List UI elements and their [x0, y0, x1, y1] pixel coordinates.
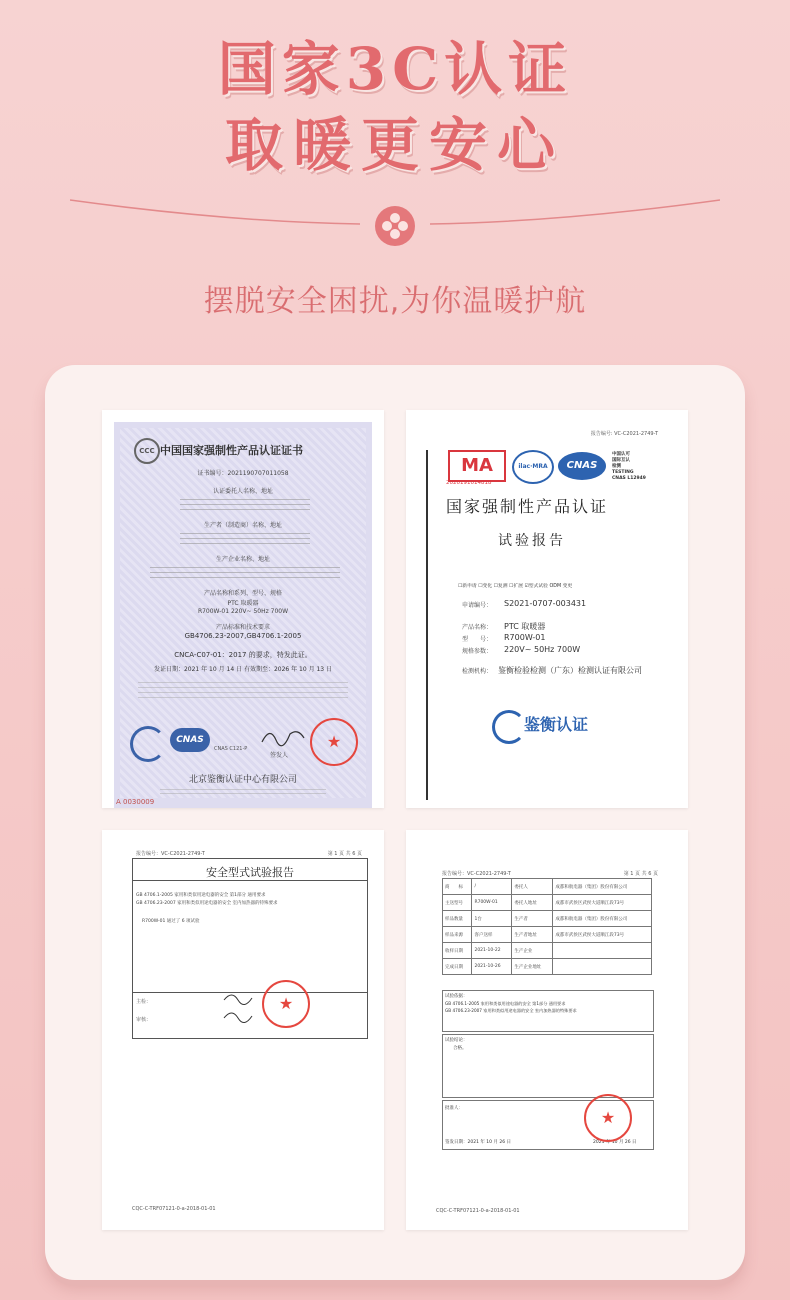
- cnas-accreditation: 中国认可 国际互认 检测 TESTING CNAS L12949: [612, 452, 646, 481]
- signer-label: 签发人: [270, 752, 289, 759]
- manufacturer-text: [180, 530, 310, 544]
- product-model: R700W-01 220V~ 50Hz 700W: [197, 608, 289, 615]
- model-label: 型 号：: [462, 636, 493, 643]
- inspector-label: 主检：: [136, 999, 152, 1005]
- application-type-checkboxes: ☐新申请 ☐变化 ☐复测 ☐扩展 ☑型式试验 ODM 变更: [458, 584, 573, 589]
- test-basis-1: GB 4706.1-2005 家用和类似用途电器的安全 第1部分 通用要求: [445, 1001, 566, 1006]
- conclusion-box: [442, 1034, 654, 1098]
- issue-date: 签发日期：2021 年 10 月 26 日: [445, 1140, 512, 1145]
- report-title: 国家强制性产品认证: [446, 497, 609, 516]
- application-number: S2021-0707-003431: [504, 599, 587, 608]
- issuer-name: 北京鉴衡认证中心有限公司: [188, 775, 297, 785]
- validity-dates: 发证日期：2021 年 10 月 14 日 有效期至：2026 年 10 月 13 日: [153, 666, 333, 673]
- report-number-top: 报告编号: VC-C2021-2749-T: [590, 431, 658, 437]
- certificate-number: 证书编号：2021190707011058: [197, 470, 289, 477]
- issuer-address: [160, 786, 326, 794]
- spec-label: 规格参数：: [462, 648, 493, 655]
- form-code: CQC-C-TRF07121-0-a-2018-01-01: [436, 1208, 520, 1214]
- conclusion: 合格。: [453, 1046, 467, 1051]
- sample-info-table: [442, 878, 652, 975]
- table-row: 主送型号 R700W-01 委托人地址 成都市武侯区武侯大道顺江段73号: [443, 895, 652, 911]
- safety-test-report: [102, 830, 384, 1230]
- red-seal: ★: [584, 1094, 632, 1142]
- product-label: 产品名称和系列、型号、规格: [203, 590, 282, 597]
- gc-logo: [130, 726, 166, 762]
- report-number: 报告编号：VC-C2021-2749-T: [442, 871, 511, 877]
- table-row: 商 标 / 委托人 成都和航电器（集团）股份有限公司: [443, 879, 652, 895]
- standard-1: GB 4706.1-2005 家用和类似用途电器的安全 第1部分 通用要求: [136, 893, 266, 898]
- cma-logo: MA: [448, 450, 506, 482]
- test-basis-label: 试验依据：: [445, 994, 468, 999]
- spec: 220V~ 50Hz 700W: [504, 645, 581, 654]
- red-seal: ★: [310, 718, 358, 766]
- signature: [258, 724, 308, 750]
- table-row: 收样日期 2021-10-22 生产企业: [443, 943, 652, 959]
- standards-label: 产品标准和技术要求: [215, 624, 270, 631]
- gc-logo: [492, 710, 526, 744]
- application-number-label: 申请编号：: [462, 602, 493, 609]
- test-summary: R700W-01 通过了 6 项试验: [142, 919, 200, 924]
- report-subtitle: 试验报告: [498, 533, 566, 549]
- applicant-text: [180, 496, 310, 510]
- page-number: 第 1 页 共 6 页: [623, 871, 658, 877]
- test-basis-2: GB 4706.23-2007 家用和类似用途电器的安全 室内加热器的特殊要求: [445, 1008, 577, 1013]
- ccc-logo: CCC: [134, 438, 160, 464]
- factory-label: 生产企业名称、地址: [215, 556, 270, 563]
- serial-number: A 0030009: [116, 798, 155, 806]
- approver-label: 批准人：: [445, 1106, 463, 1111]
- lab-name: 鉴衡检验检测（广东）检测认证有限公司: [498, 666, 642, 675]
- product-name: PTC 取暖器: [504, 622, 546, 631]
- table-row: 样品来源 客户送样 生产者地址 成都市武侯区武侯大道顺江段73号: [443, 927, 652, 943]
- certificate-title: 中国国家强制性产品认证证书: [160, 444, 303, 457]
- product-name: PTC 取暖器: [227, 600, 259, 607]
- report-title: 安全型式试验报告: [206, 866, 294, 879]
- product-name-label: 产品名称：: [462, 624, 493, 631]
- reviewer-label: 审核：: [136, 1017, 152, 1023]
- applicant-label: 认证委托人名称、地址: [212, 488, 273, 495]
- cnas-logo: CNAS: [170, 728, 210, 752]
- issue-date-right: 2021 年 10 月 26 日: [593, 1140, 637, 1145]
- page-number: 第 1 页 共 6 页: [327, 851, 362, 857]
- manufacturer-label: 生产者（制造商）名称、地址: [203, 522, 282, 529]
- table-row: 完成日期 2021-10-26 生产企业地址: [443, 959, 652, 975]
- implementation-rule: CNCA-C07-01：2017 的要求，特发此证。: [174, 651, 312, 659]
- test-report-detail: [406, 830, 688, 1230]
- notice-text: [138, 680, 348, 698]
- standard-2: GB 4706.23-2007 家用和类似用途电器的安全 室内加热器的特殊要求: [136, 901, 278, 906]
- conclusion-label: 试验结论：: [445, 1038, 468, 1043]
- ccc-certificate: [102, 410, 384, 808]
- model: R700W-01: [504, 633, 546, 642]
- red-seal: ★: [262, 980, 310, 1028]
- flower-divider: [70, 192, 720, 262]
- factory-text: [150, 564, 340, 578]
- test-basis-box: [442, 990, 654, 1032]
- cnas-logo: CNAS: [558, 452, 606, 480]
- signatures: [222, 990, 262, 1026]
- cma-number: 2020191014818: [446, 480, 492, 486]
- headline-safer-heating: 取暖更安心: [224, 111, 565, 179]
- report-number: 报告编号：VC-C2021-2749-T: [136, 851, 205, 857]
- jianheng-logo-text: 鉴衡认证: [524, 715, 589, 734]
- lab-label: 检测机构：: [462, 668, 493, 675]
- form-code: CQC-C-TRF07121-0-a-2018-01-01: [132, 1206, 216, 1212]
- subtitle: 摆脱安全困扰,为你温暖护航: [203, 284, 587, 319]
- standards: GB4706.23-2007,GB4706.1-2005: [184, 632, 302, 640]
- ilac-mra-logo: ilac·MRA: [512, 450, 554, 484]
- headline-3c-certification: 国家3C认证: [217, 35, 573, 103]
- table-row: 样品数量 1台 生产者 成都和航电器（集团）股份有限公司: [443, 911, 652, 927]
- cnas-code: CNAS C121-P: [214, 746, 248, 752]
- test-report-cover: [406, 410, 688, 808]
